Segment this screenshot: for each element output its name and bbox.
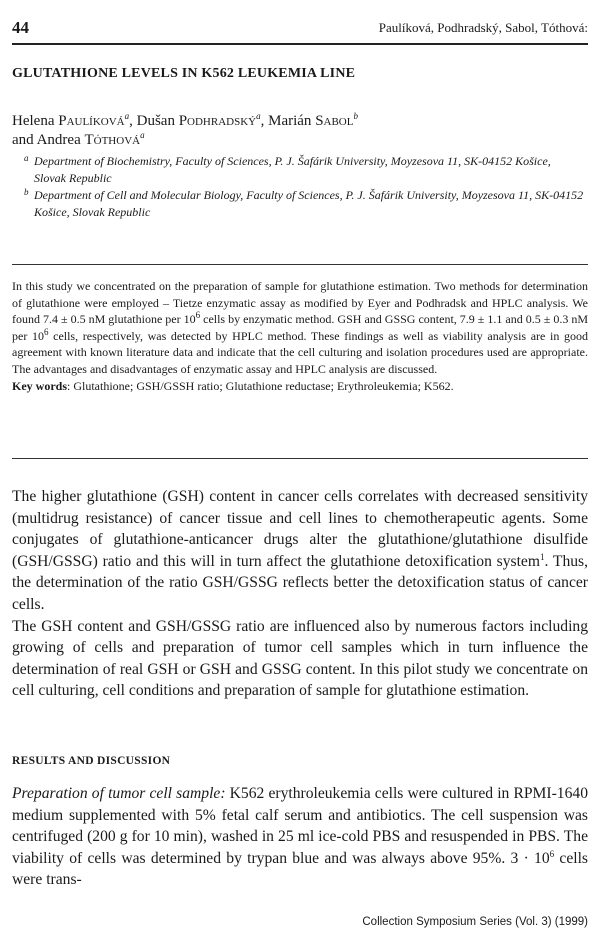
abstract-top-rule bbox=[12, 264, 588, 265]
author: and Andrea Tóthová$^a$ bbox=[12, 130, 145, 148]
page-header bbox=[12, 18, 588, 40]
running-head: Paulíková, Podhradský, Sabol, Tóthová: bbox=[378, 20, 588, 35]
author-list bbox=[12, 112, 582, 150]
paragraph: The GSH content and GSH/GSSG ratio are influenced also by numerous factors including growing of cells and preparation of tumor cell samples which in turn influence the determination of real GSH or GSH and GSSG content. In this pilot study we concentrate on cell culturing, cell conditions and preparation of sample for glutathione estimation. bbox=[12, 617, 588, 700]
affiliation: b Department of Cell and Molecular Biology, Faculty of Sciences, P. J. Šafárik University, Moyzesova 11, SK-04152 Košice, Slovak Republic bbox=[24, 187, 584, 219]
author: Dušan Podhradský$^a$, bbox=[136, 111, 269, 129]
paragraph: The higher glutathione (GSH) content in cancer cells correlates with decreased sensitivity (multidrug resistance) of cancer tissue and cell lines to chemotherapeutic agents. Some conjugates of glutathione-anticancer drugs alter the glutathione/glutathione disulfide (GSH/GSSG) ratio and this will in turn affect the glutathione detoxification system$^1$. Thus, the determination of the ratio GSH/GSSG reflects better the detoxification status of cancer cells. bbox=[12, 488, 588, 613]
section-heading: RESULTS AND DISCUSSION bbox=[12, 755, 171, 767]
page-number: 44 bbox=[12, 18, 29, 37]
page-footer: Collection Symposium Series (Vol. 3) (1999) bbox=[362, 916, 588, 928]
article-title: GLUTATHIONE LEVELS IN K562 LEUKEMIA LINE bbox=[12, 66, 356, 81]
keywords: Key words: Glutathione; GSH/GSSH ratio; Glutathione reductase; Erythroleukemia; K562. bbox=[12, 378, 454, 393]
author: Helena Paulíková$^a$, bbox=[12, 111, 137, 129]
affiliation: a Department of Biochemistry, Faculty of Sciences, P. J. Šafárik University, Moyzesova 11, SK-04152 Košice, Slovak Republic bbox=[24, 153, 551, 185]
affiliations bbox=[24, 153, 584, 221]
abstract-bottom-rule bbox=[12, 458, 588, 459]
abstract: In this study we concentrated on the preparation of sample for glutathione estimation. Two methods for determination of glutathione were employed – Tietze enzymatic assay as modified by Eyer and Podhradsk and HPLC analysis. We found 7.4 ± 0.5 nM glutathione per $10^6$ cells by enzymatic method. GSH and GSSG content, 7.9 ± 1.1 and 0.5 ± 0.3 nM per $10^6$ cells, respectively, was detected by HPLC method. These findings as well as viability analysis are in good agreement with known literature data and indicate that the cell culturing and isolation procedures used are appropriate. The advantages and disadvantages of enzymatic assay and HPLC analysis are discussed. Key words: Glutathione; GSH/GSSH ratio; Glutathione reductase; Erythroleukemia; K562. bbox=[12, 279, 588, 393]
results-paragraph: Preparation of tumor cell sample: K562 erythroleukemia cells were cultured in RPMI-1640 medium supplemented with 5% fetal calf serum and antibiotics. The cell suspension was centrifuged (200 g for 10 min), washed in 25 ml ice-cold PBS and resuspended in PBS. The viability of cells was determined by trypan blue and was always above 95%. $3 \cdot 10^6$ cells were trans- bbox=[12, 785, 588, 889]
body-text bbox=[12, 486, 588, 702]
author: Marián Sabol$^b$ bbox=[268, 111, 358, 129]
header-rule bbox=[12, 43, 588, 45]
